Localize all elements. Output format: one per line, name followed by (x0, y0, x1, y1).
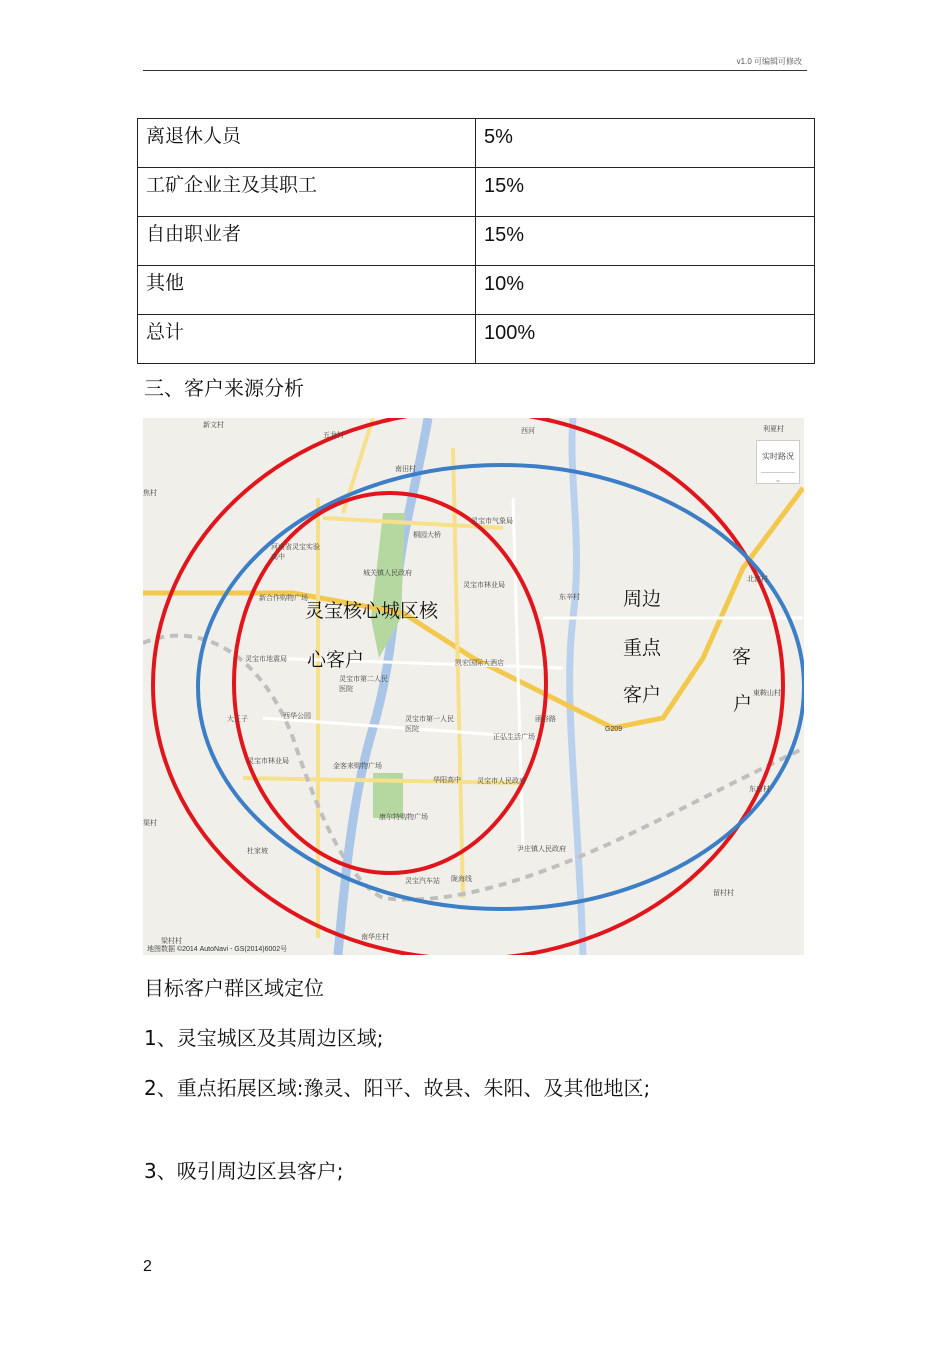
place-label: 凯宏国际大酒店 (455, 660, 504, 667)
table-cell-value: 5% (476, 119, 815, 168)
park-area (371, 513, 405, 658)
place-label: 北流村 (747, 576, 768, 583)
place-label: 金客来购物广场 (333, 763, 382, 770)
paragraph-target-heading: 目标客户群区域定位 (144, 976, 324, 1000)
place-label: 新文村 (203, 422, 224, 429)
outer-area-label-line2: 户 (733, 693, 753, 715)
place-label: G209 (605, 726, 623, 733)
table-row (138, 119, 815, 168)
table-cell-value: 15% (476, 217, 815, 266)
paragraph-item-3: 3、吸引周边区县客户; (144, 1159, 344, 1183)
place-label: 东府村 (749, 786, 770, 793)
customer-source-map (143, 418, 804, 955)
table-cell-label: 其他 (138, 266, 476, 315)
place-label: 東鞍山村 (753, 690, 781, 697)
outer-area-label-line1: 客 (732, 646, 752, 668)
table-cell-value: 100% (476, 315, 815, 364)
traffic-button[interactable] (756, 440, 800, 484)
place-label: 梁村村 (161, 938, 182, 945)
table-cell-label: 离退休人员 (138, 119, 476, 168)
place-label: 函谷路 (535, 716, 556, 723)
core-area-label-line2: 心客户 (307, 649, 365, 671)
railway (143, 636, 804, 900)
place-label: 陇海线 (451, 876, 472, 883)
table-cell-value: 10% (476, 266, 815, 315)
table-cell-label: 工矿企业主及其职工 (138, 168, 476, 217)
place-label: 灵宝市人民政府 (477, 778, 526, 785)
place-label: 五龙村 (323, 432, 344, 439)
place-label: 灵宝市第二人民医院 (339, 676, 388, 693)
place-label: 东辛村 (559, 594, 580, 601)
place-label: 西河 (521, 428, 535, 435)
place-label: 灵宝汽车站 (405, 878, 440, 885)
place-label: 河南省灵宝实验高中 (271, 544, 320, 561)
place-label: 焦村 (143, 490, 157, 497)
middle-ring (198, 465, 804, 909)
place-label: 尹庄镇人民政府 (517, 846, 566, 853)
traffic-button-label: 实时路况 (762, 452, 794, 461)
paragraph-item-2: 2、重点拓展区域:豫灵、阳平、故县、朱阳、及其他地区; (144, 1076, 651, 1100)
place-label: 灵宝市第一人民医院 (405, 716, 454, 733)
table-cell-label: 总计 (138, 315, 476, 364)
chevron-down-icon: ⌄ (774, 475, 782, 484)
core-area-label-line1: 灵宝核心城区核 (305, 600, 439, 622)
place-label: 灵宝市气象局 (471, 518, 513, 525)
place-label: 康尔特购物广场 (379, 814, 428, 821)
place-label: 渠村 (143, 820, 157, 827)
key-area-label-line1: 周边 (623, 588, 662, 610)
place-label: 正弘生活广场 (493, 734, 535, 741)
table-row (138, 266, 815, 315)
paragraph-item-1: 1、灵宝城区及其周边区域; (144, 1026, 384, 1050)
table-cell-value: 15% (476, 168, 815, 217)
place-label: 城关镇人民政府 (363, 570, 412, 577)
place-label: 南华庄村 (361, 934, 389, 941)
map-graphic (143, 418, 804, 955)
table-cell-label: 自由职业者 (138, 217, 476, 266)
place-label: 南田村 (395, 466, 416, 473)
version-note: v1.0 可编辑可修改 (736, 57, 802, 66)
place-label: 杜家坡 (247, 848, 268, 855)
table-row (138, 315, 815, 364)
table-row (138, 217, 815, 266)
place-label: 留村村 (713, 890, 734, 897)
place-label: 利夏村 (763, 426, 784, 433)
page-number: 2 (143, 1258, 152, 1275)
place-label: 灵宝市地震局 (245, 656, 287, 663)
place-label: 大王子 (227, 716, 248, 723)
traffic-button-divider (761, 472, 795, 473)
table-row (138, 168, 815, 217)
place-label: 灵宝市林业局 (463, 582, 505, 589)
place-label: 灵宝市林业局 (247, 758, 289, 765)
key-area-label-line2: 重点 (623, 637, 662, 659)
section-title: 三、客户来源分析 (144, 376, 304, 400)
header-rule (143, 70, 807, 71)
place-label: 西华公园 (283, 713, 311, 720)
place-label: 新合作购物广场 (259, 595, 308, 602)
map-attribution: 地图数据 ©2014 AutoNavi - GS(2014)6002号 (147, 946, 288, 953)
place-label: 桐园大桥 (413, 532, 441, 539)
river-branch (570, 418, 583, 955)
key-area-label-line3: 客户 (623, 684, 662, 706)
place-label: 华阳高中 (433, 777, 461, 784)
customer-ratio-table (137, 118, 815, 364)
